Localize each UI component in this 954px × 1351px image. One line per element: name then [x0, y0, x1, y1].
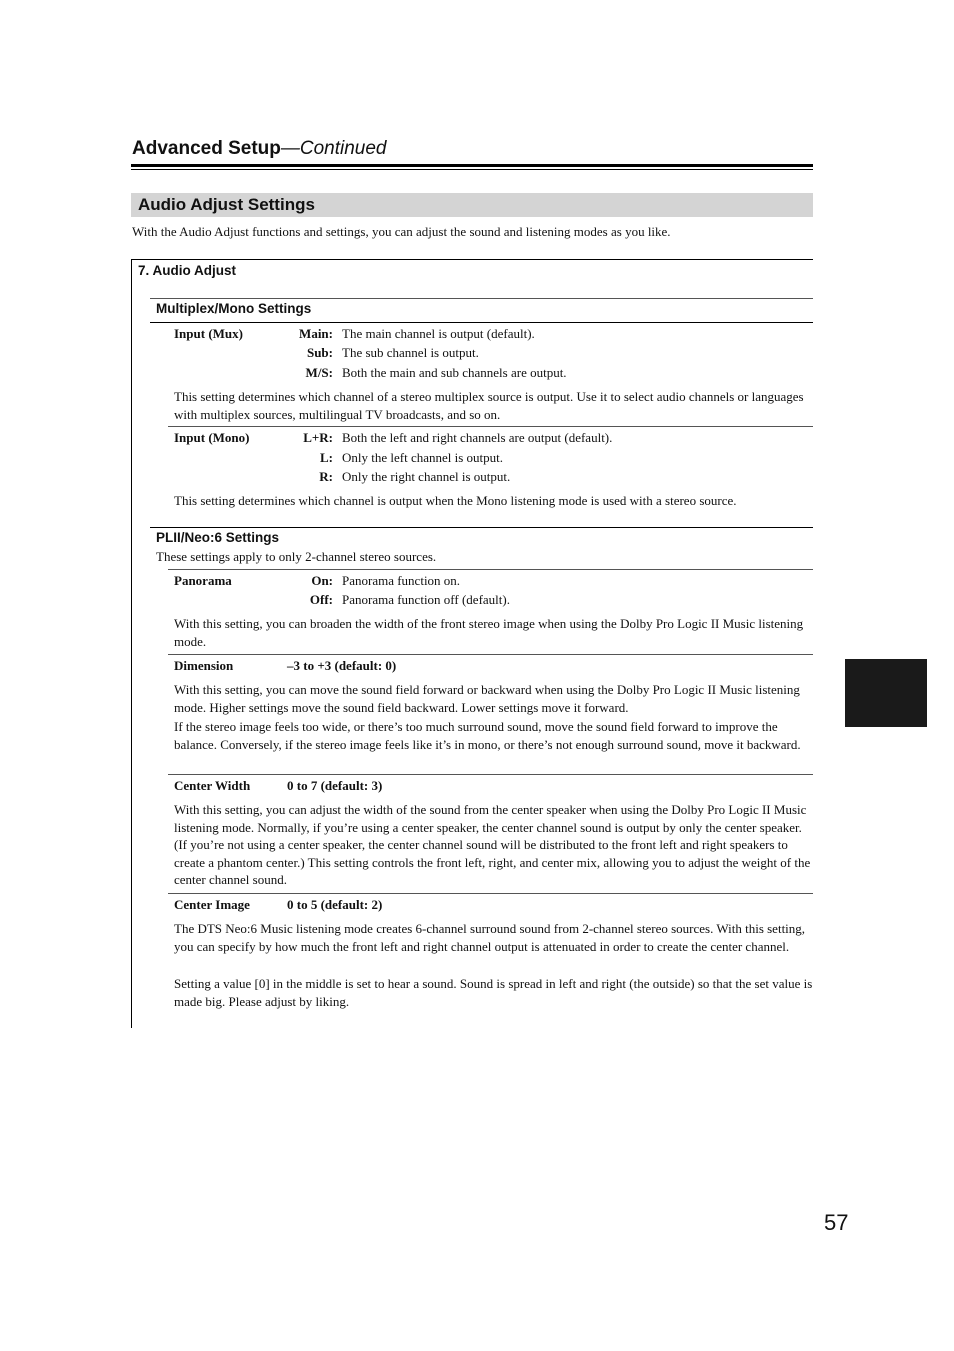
divider	[168, 569, 813, 570]
panorama-note: With this setting, you can broaden the width of the front stereo image when using the Dolby Pro Logic II Music listening mode.	[174, 616, 804, 649]
divider	[150, 527, 813, 528]
option-key: Sub:	[306, 345, 333, 360]
multiplex-title: Multiplex/Mono Settings	[156, 301, 312, 316]
header-title: Advanced Setup	[132, 138, 281, 159]
section-heading-bar	[131, 193, 813, 217]
input-mono-label: Input (Mono)	[174, 430, 250, 445]
dimension-range: –3 to +3 (default: 0)	[287, 658, 397, 673]
divider	[168, 654, 813, 655]
intro-text: With the Audio Adjust functions and settings, you can adjust the sound and listening modes as you like.	[132, 224, 671, 239]
dimension-note-2: If the stereo image feels too wide, or there’s too much surround sound, move the sound field forward to improve the balance. Conversely, if the stereo image feels like it’s in mono, or there’s not enough surround sound, move it backward.	[174, 719, 801, 752]
center-width-note: With this setting, you can adjust the width of the sound from the center speaker when using the Dolby Pro Logic II Music listening mode. Normally, if you’re using a center speaker, the center channel sound is output by only the center speaker. (If you’re not using a center speaker, the center channel sound will be distributed to the front left and right speakers to create a phantom center.) This setting controls the front left, right, and center mix, allowing you to adjust the weight of the center channel sound.	[174, 802, 811, 887]
header-rule-thin	[131, 169, 813, 170]
center-width-range: 0 to 7 (default: 3)	[287, 778, 383, 793]
center-image-note-2: Setting a value [0] in the middle is set to hear a sound. Sound is spread in left and right (the outside) so that the set value is made big. Please adjust by liking.	[174, 976, 813, 1009]
option-key: Main:	[299, 326, 333, 341]
dimension-label: Dimension	[174, 658, 234, 673]
option-desc: Only the left channel is output.	[342, 450, 504, 465]
chapter-tab	[845, 659, 927, 727]
divider	[168, 774, 813, 775]
option-desc: Panorama function on.	[342, 573, 461, 588]
divider	[168, 426, 813, 427]
divider	[150, 322, 813, 323]
dimension-note: With this setting, you can move the sound field forward or backward when using the Dolby Pro Logic II Music listening mode. Higher settings move the sound field backward. Lower settings move it forward.	[174, 682, 800, 715]
pl2-subtitle: These settings apply to only 2-channel stereo sources.	[156, 549, 437, 564]
center-image-note: The DTS Neo:6 Music listening mode creates 6-channel surround sound from 2-channel stereo sources. With this setting, you can specify by how much the front left and right channel output is attenuated in order to create the center channel.	[174, 921, 806, 954]
pl2-title: PLII/Neo:6 Settings	[156, 530, 280, 545]
option-desc: Both the left and right channels are output (default).	[342, 430, 613, 445]
page-header	[132, 138, 387, 160]
section-title: Audio Adjust Settings	[138, 195, 315, 214]
option-key: M/S:	[305, 365, 333, 380]
input-mux-note: This setting determines which channel of a stereo multiplex source is output. Use it to select audio channels or languages with multiplex sources, multilingual TV broadcasts, and so on.	[174, 389, 804, 422]
option-desc: Panorama function off (default).	[342, 592, 510, 607]
box-top-rule	[131, 259, 813, 260]
center-image-range: 0 to 5 (default: 2)	[287, 897, 383, 912]
divider	[168, 893, 813, 894]
header-rule	[131, 164, 813, 167]
input-mux-label: Input (Mux)	[174, 326, 243, 341]
input-mono-note: This setting determines which channel is output when the Mono listening mode is used with a stereo source.	[174, 493, 737, 508]
option-desc: Both the main and sub channels are output.	[342, 365, 567, 380]
header-continued: —Continued	[280, 138, 387, 159]
divider	[150, 298, 813, 299]
option-key: On:	[311, 573, 333, 588]
option-key: Off:	[309, 592, 333, 607]
box-left-rule	[131, 259, 132, 1028]
page-number: 57	[824, 1210, 849, 1235]
center-width-label: Center Width	[174, 778, 251, 793]
box-title: 7. Audio Adjust	[138, 263, 236, 278]
option-key: L+R:	[303, 430, 333, 445]
option-key: R:	[319, 469, 333, 484]
option-desc: Only the right channel is output.	[342, 469, 511, 484]
panorama-label: Panorama	[174, 573, 232, 588]
option-desc: The main channel is output (default).	[342, 326, 535, 341]
center-image-label: Center Image	[174, 897, 250, 912]
option-desc: The sub channel is output.	[342, 345, 479, 360]
option-key: L:	[320, 450, 333, 465]
